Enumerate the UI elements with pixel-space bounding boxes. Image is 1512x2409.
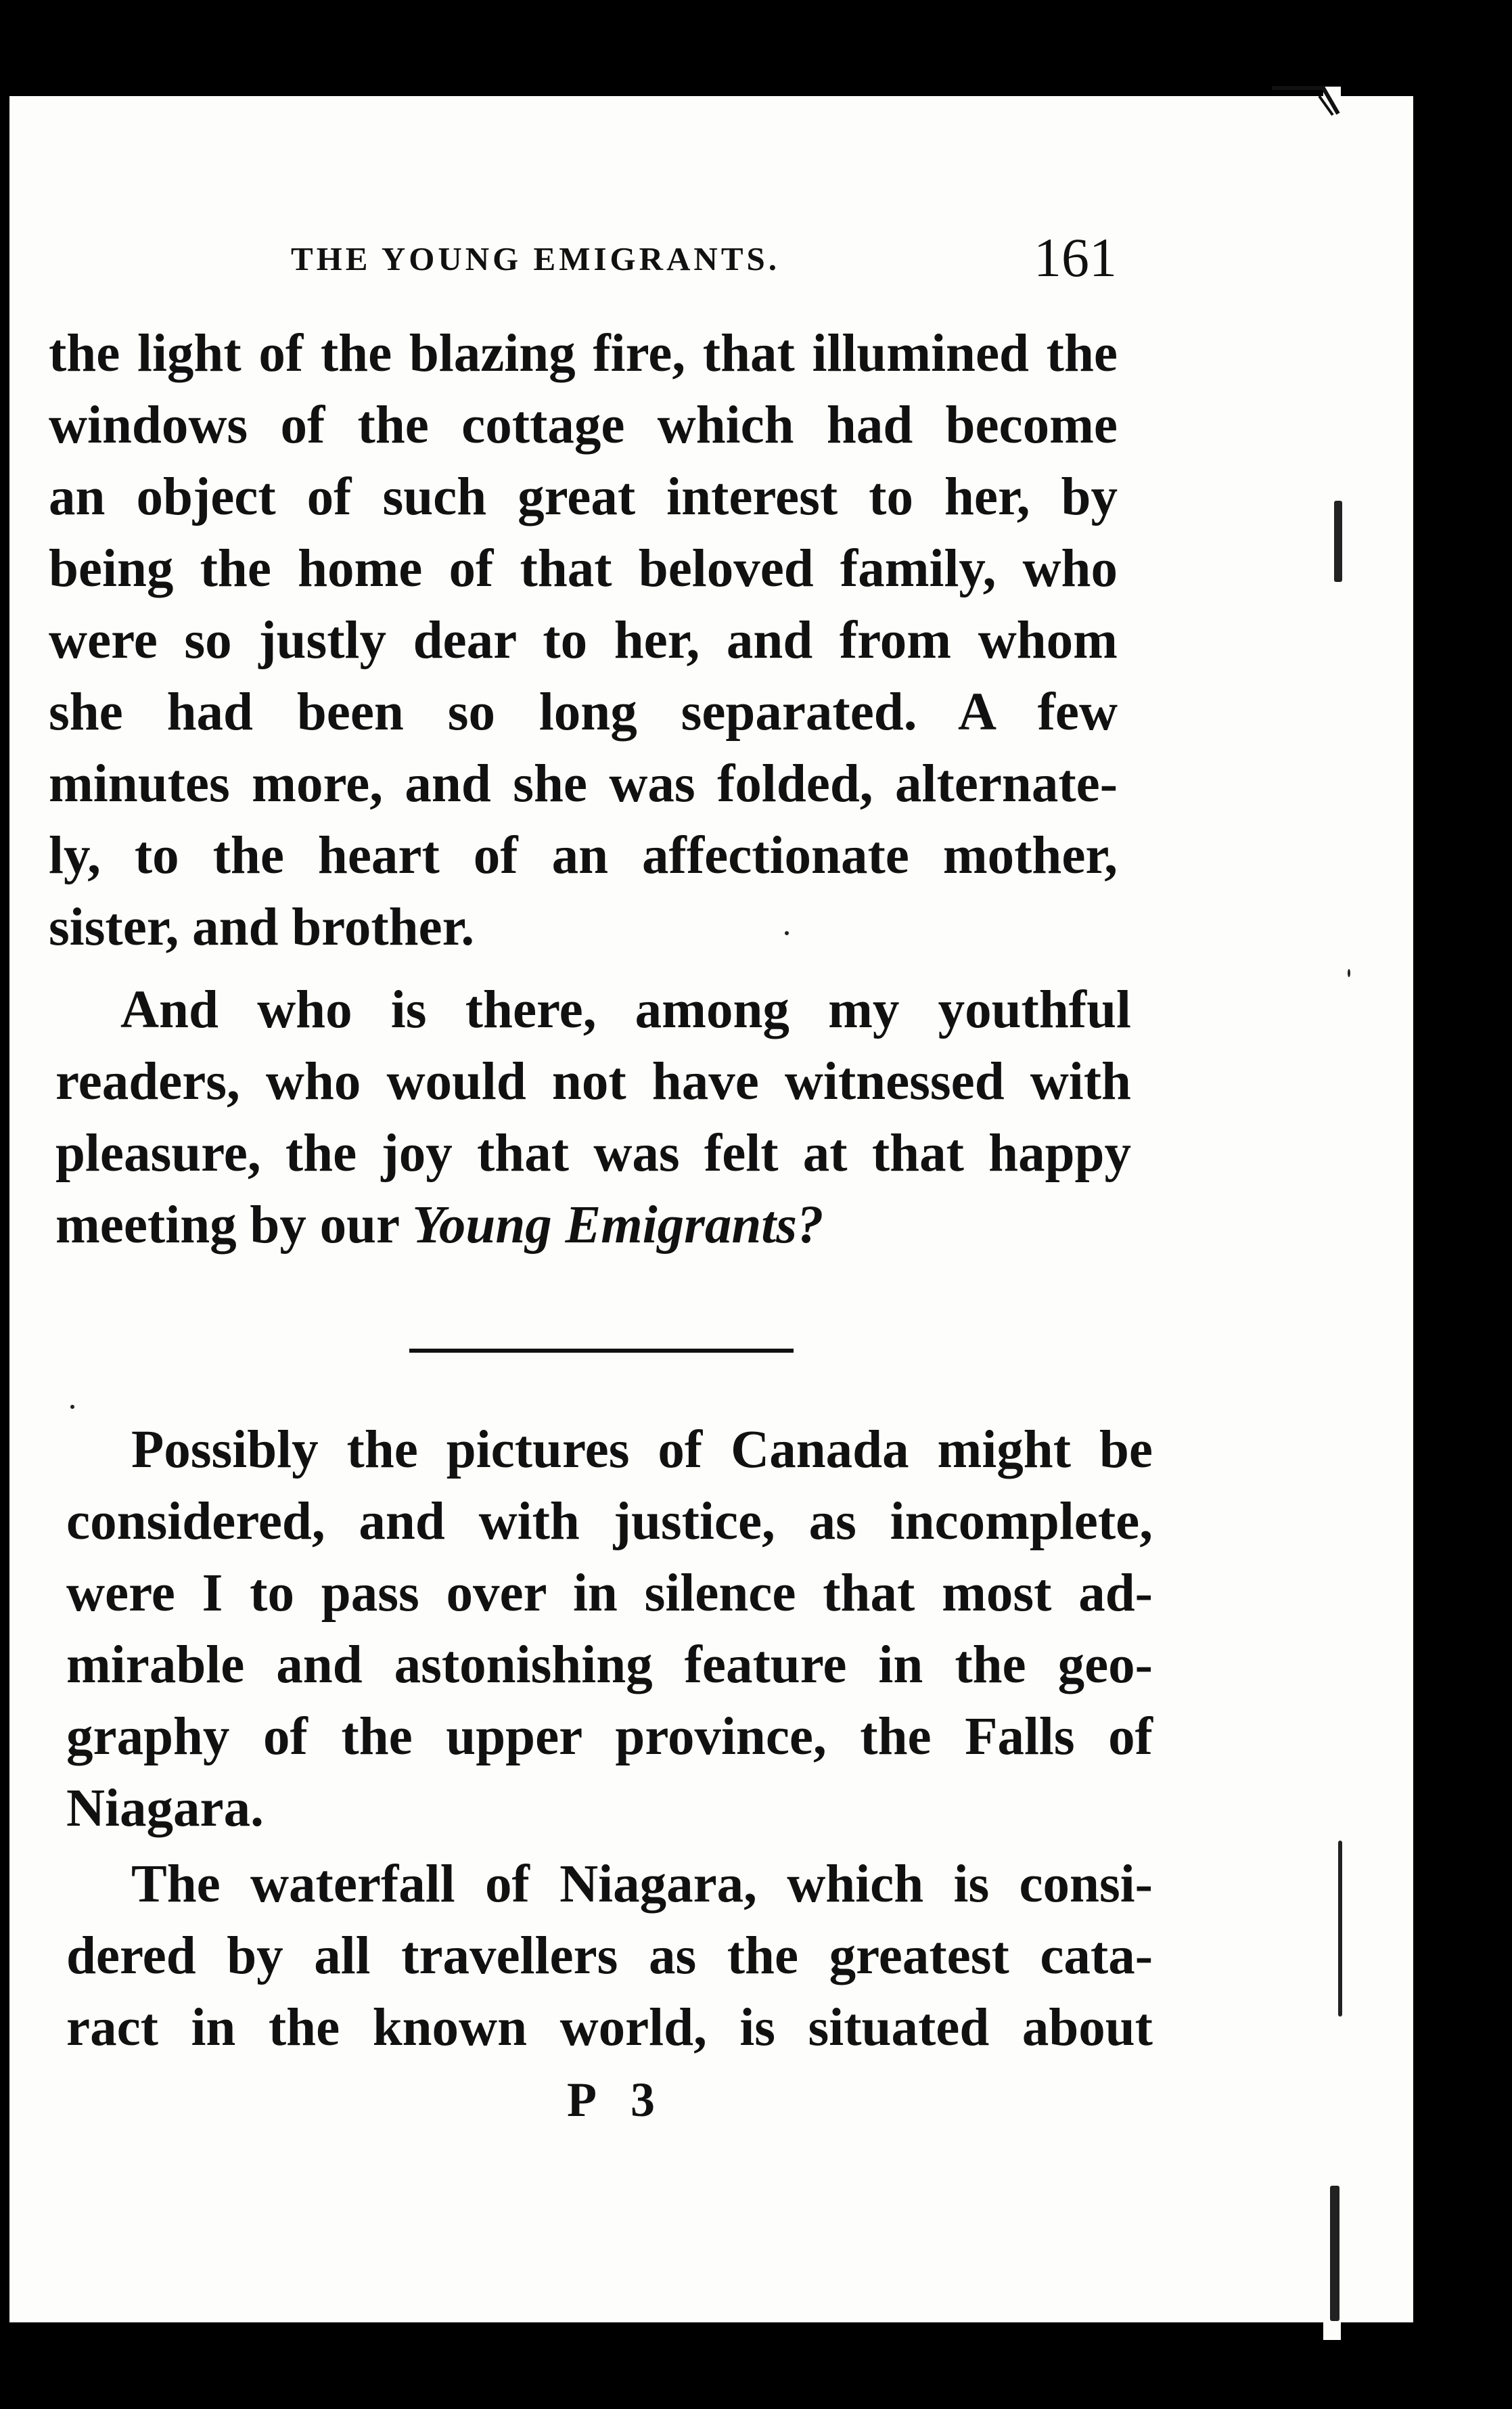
text-line: graphy of the upper province, the Falls of [66, 1707, 1153, 1766]
text-line: dered by all travellers as the greatest cata- [66, 1927, 1153, 1985]
text-line: an object of such great interest to her, by [49, 468, 1118, 526]
ink-speck [1348, 969, 1350, 977]
text-line: sister, and brother. [49, 898, 475, 957]
text-line: considered, and with justice, as incomplete, [66, 1492, 1153, 1551]
page-number: 161 [1034, 227, 1117, 288]
text-line: were I to pass over in silence that most ad- [66, 1564, 1153, 1623]
ink-speck [1338, 1841, 1342, 2017]
text-line: she had been so long separated. A few [49, 683, 1118, 742]
text-line: were so justly dear to her, and from whom [49, 611, 1118, 670]
text-line: being the home of that beloved family, who [49, 539, 1118, 598]
text-line: the light of the blazing fire, that illumined the [49, 324, 1118, 383]
text-line: The waterfall of Niagara, which is consi- [131, 1855, 1153, 1914]
text-line [55, 1190, 1131, 1261]
paragraph-3 [66, 1414, 1153, 1845]
page-header [0, 223, 1512, 291]
page-corner-curl [1272, 74, 1346, 129]
text-line: windows of the cottage which had become [49, 396, 1118, 455]
ink-speck [1334, 501, 1342, 582]
text-line: ly, to the heart of an affectionate mother, [49, 826, 1118, 885]
text-line: pleasure, the joy that was felt at that happy [55, 1124, 1131, 1183]
section-divider [409, 1349, 794, 1353]
text-line: ract in the known world, is situated about [66, 1998, 1153, 2057]
paragraph-4 [66, 1849, 1153, 2064]
italic-book-title: Young Emigrants? [412, 1196, 824, 1255]
text-line: minutes more, and she was folded, alternate- [49, 755, 1118, 813]
ink-speck [785, 931, 789, 935]
text-line: readers, who would not have witnessed with [55, 1052, 1131, 1111]
ink-speck [70, 1405, 74, 1409]
paragraph-2 [55, 974, 1131, 1261]
text-line-plain: meeting by our [55, 1196, 399, 1255]
text-line: Niagara. [66, 1779, 264, 1838]
paragraph-1 [49, 318, 1118, 964]
ink-speck [1330, 2186, 1339, 2321]
text-line: mirable and astonishing feature in the geo- [66, 1636, 1153, 1694]
printer-signature: P 3 [567, 2073, 668, 2127]
text-line: And who is there, among my youthful [120, 981, 1131, 1039]
text-line: Possibly the pictures of Canada might be [131, 1420, 1153, 1479]
running-title: THE YOUNG EMIGRANTS. [291, 240, 781, 277]
